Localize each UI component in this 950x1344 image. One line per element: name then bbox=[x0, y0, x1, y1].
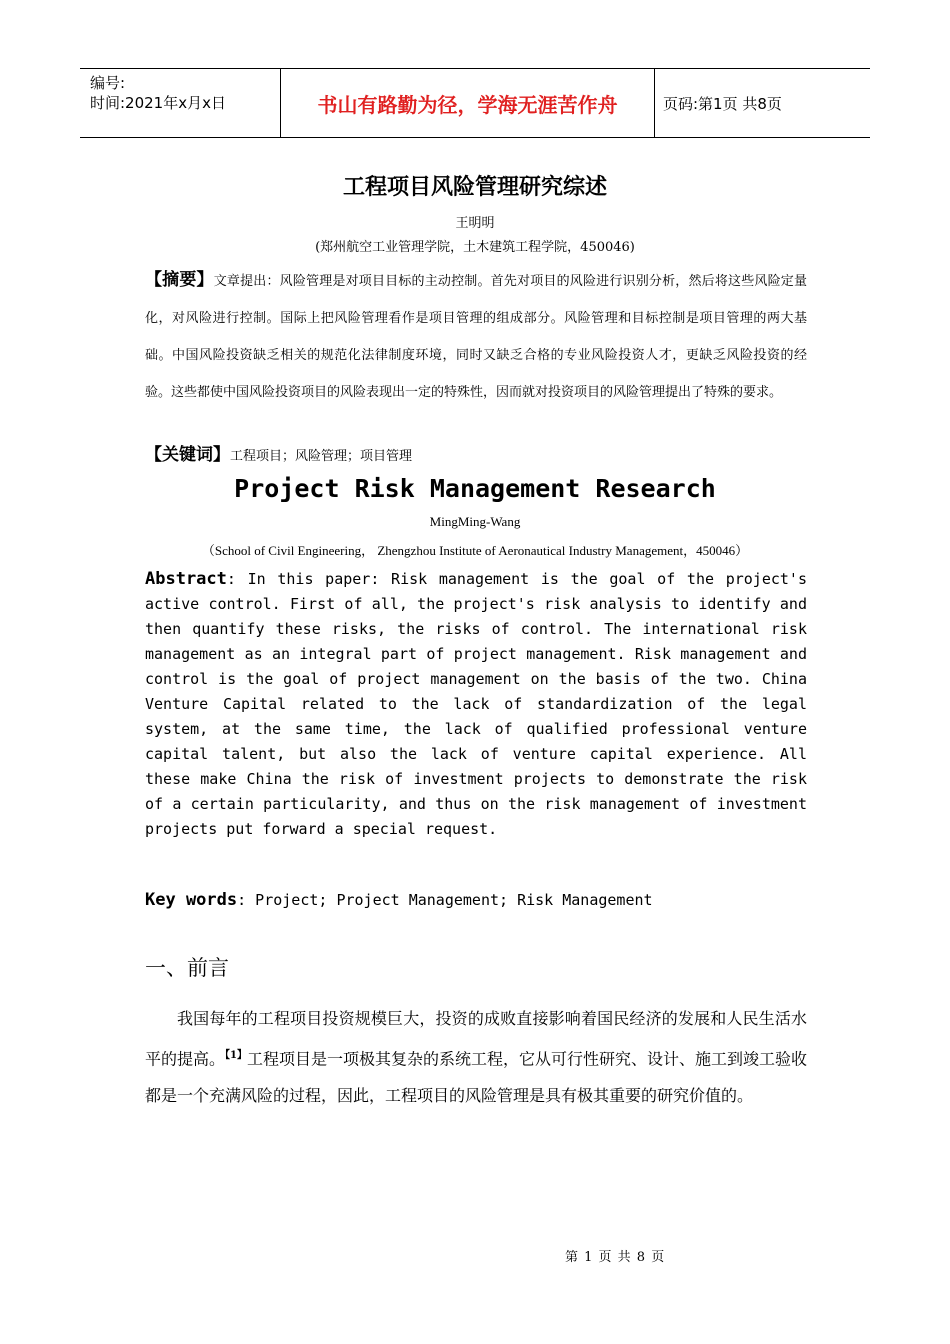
chinese-abstract bbox=[145, 262, 807, 411]
section-paragraph bbox=[145, 1000, 807, 1114]
page-footer: 第 1 页 共 8 页 bbox=[565, 1250, 666, 1265]
chinese-title: 工程项目风险管理研究综述 bbox=[342, 175, 607, 200]
header-page-info: 页码:第1页 共8页 bbox=[663, 94, 782, 113]
abstract-label: Abstract bbox=[145, 569, 227, 589]
header-motto: 书山有路勤为径，学海无涯苦作舟 bbox=[281, 69, 655, 137]
chinese-author: 王明明 bbox=[455, 216, 495, 231]
section-heading: 一、前言 bbox=[145, 956, 229, 980]
english-author: MingMing-Wang bbox=[429, 514, 521, 529]
chinese-keywords bbox=[145, 440, 807, 465]
keywords-label: Key words bbox=[145, 890, 238, 910]
header-meta bbox=[80, 69, 281, 137]
english-affiliation: （School of Civil Engineering， Zhengzhou Institute of Aeronautical Industry Management，450046） bbox=[201, 543, 749, 558]
paragraph-part-a: 我国每年的工程项目投资规模巨大，投资的成败直接影响着国民经济的发展和人民生活水平的提高。 bbox=[145, 1009, 807, 1069]
english-abstract-text: : In this paper: Risk management is the goal of the project's active control. First of all, the project's risk analysis to identify and then quantify these risks, the risks of control. The international risk management as an integral part of project management. Risk management and control is the goal of project management on the basis of the two. China Venture Capital related to the lack of standardization of the legal system, at the same time, the lack of qualified professional venture capital talent, but also the lack of venture capital experience. All these make China the risk of investment projects to demonstrate the risk of a certain particularity, and thus on the risk management of investment projects put forward a special request. bbox=[145, 570, 807, 838]
document-header bbox=[80, 68, 870, 138]
english-abstract bbox=[145, 567, 807, 842]
paragraph-part-b: 工程项目是一项极其复杂的系统工程，它从可行性研究、设计、施工到竣工验收都是一个充满风险的过程，因此，工程项目的风险管理是具有极其重要的研究价值的。 bbox=[145, 1049, 807, 1106]
abstract-tag: 【摘要】 bbox=[145, 270, 214, 290]
abstract-text: 文章提出：风险管理是对项目目标的主动控制。首先对项目的风险进行识别分析，然后将这些风险定量化，对风险进行控制。国际上把风险管理看作是项目管理的组成部分。风险管理和目标控制是项目管理的两大基础。中国风险投资缺乏相关的规范化法律制度环境，同时又缺乏合格的专业风险投资人才，更缺乏风险投资的经验。这些都使中国风险投资项目的风险表现出一定的特殊性，因而就对投资项目的风险管理提出了特殊的要求。 bbox=[145, 274, 807, 400]
english-keywords-text: : Project; Project Management; Risk Management bbox=[237, 891, 653, 909]
citation-marker: 【1】 bbox=[225, 1050, 247, 1061]
keywords-text: 工程项目；风险管理；项目管理 bbox=[230, 449, 413, 464]
english-keywords bbox=[145, 890, 807, 910]
number-label: 编号: bbox=[90, 74, 126, 92]
english-title: Project Risk Management Research bbox=[234, 474, 716, 503]
keywords-tag: 【关键词】 bbox=[145, 445, 230, 465]
chinese-affiliation: (郑州航空工业管理学院，土木建筑工程学院，450046) bbox=[315, 240, 635, 255]
time-label: 时间:2021年x月x日 bbox=[90, 94, 226, 112]
